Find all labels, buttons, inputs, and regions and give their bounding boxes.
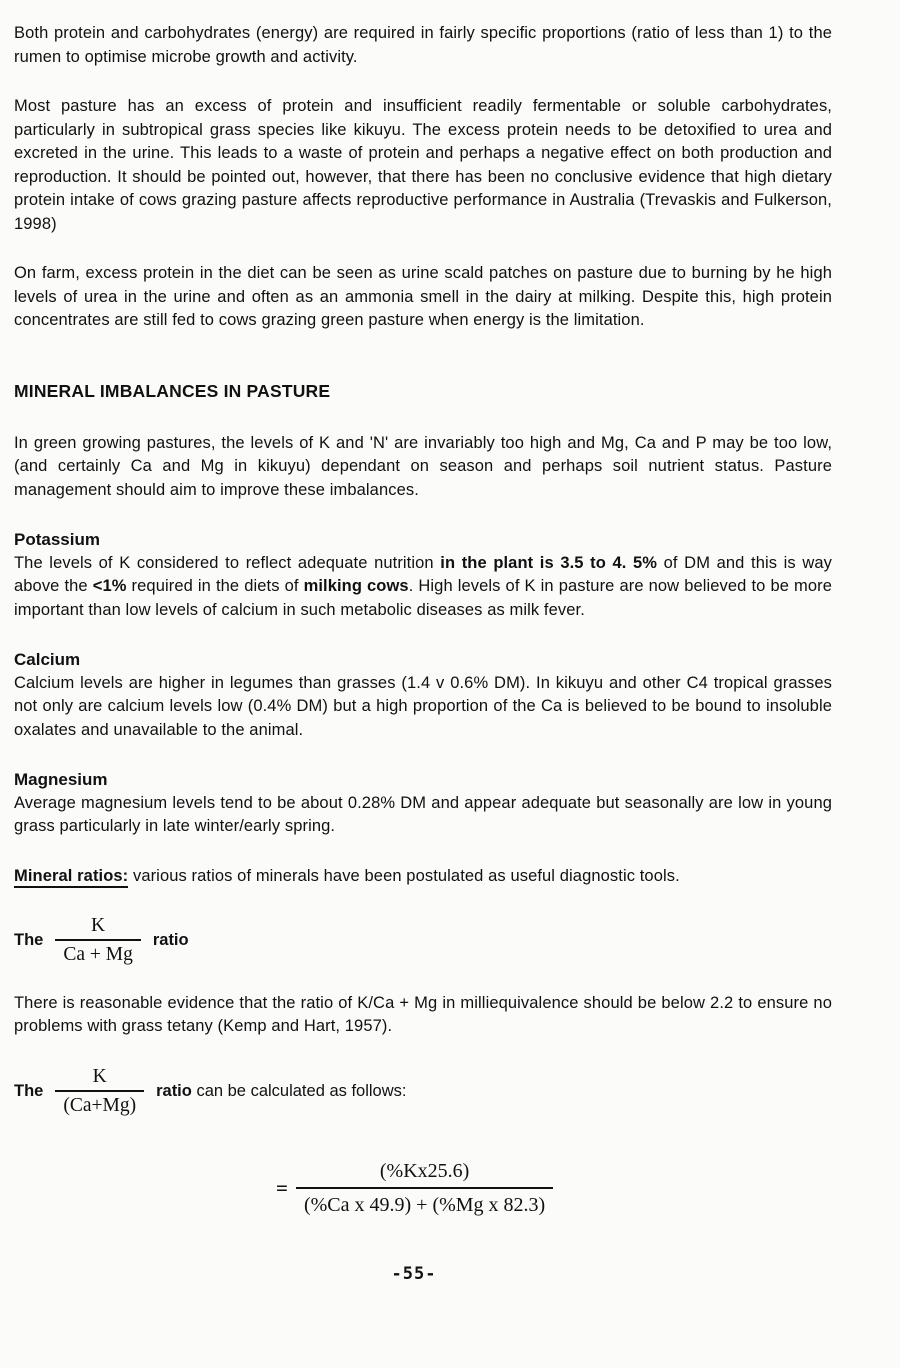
ratio1-numerator: K [91,915,106,936]
heading-mineral-imbalances: MINERAL IMBALANCES IN PASTURE [14,380,331,401]
paragraph-excess-protein: Most pasture has an excess of protein and insufficient readily fermentable or soluble carbohydrates, particularly in subtropical grass species like kikuyu. The excess protein needs to be detoxified to urea and excreted in the urine. This leads to a waste of protein and perhaps a negative effect on both production and reproduction. It should be pointed out, however, that there has been no conclusive evidence that high dietary protein intake of cows grazing pasture affects reproductive performance in Australia (Trevaskis and Fulkerson, 1998) [14,97,832,233]
paragraph-potassium [14,552,832,623]
equation-fraction [296,1159,553,1218]
ratio2-numerator: K [92,1065,107,1087]
potassium-bold-3: milking cows [303,577,409,595]
paragraph-calcium: Calcium levels are higher in legumes than grasses (1.4 v 0.6% DM). In kikuyu and other C4 tropical grasses not only are calcium levels low (0.4% DM) but a high proportion of the Ca is believed to be bound to insoluble oxalates and unavailable to the animal. [14,673,832,739]
potassium-text-2: of DM and this is way above the [14,553,832,595]
potassium-text-1: The levels of K considered to reflect adequate nutrition [14,553,441,572]
ratio2-suffix-line [156,1082,406,1101]
page-number: -55- [391,1263,437,1284]
k-over-ca-mg-ratio-calculation [14,1065,832,1119]
paragraph-protein-carbs: Both protein and carbohydrates (energy) are required in fairly specific proportions (ratio of less than 1) to the rumen to optimise microbe growth and activity. [14,24,832,66]
ratio2-denominator: (Ca+Mg) [55,1090,144,1118]
potassium-text-3: required in the diets of [126,577,304,595]
potassium-bold-2: <1% [92,577,127,595]
heading-calcium: Calcium [14,650,81,669]
potassium-bold-1: in the plant is 3.5 to 4. 5% [440,553,658,572]
mineral-ratios-label: Mineral ratios: [14,867,128,888]
ratio1-fraction [55,914,141,968]
heading-potassium: Potassium [14,530,100,549]
k-over-ca-mg-ratio [14,914,832,968]
equals-sign: = [276,1175,288,1200]
ratio2-fraction [55,1065,144,1119]
ratio1-suffix: ratio [152,931,189,950]
heading-magnesium: Magnesium [14,770,108,789]
ratio1-denominator: Ca + Mg [55,939,141,967]
mineral-ratios-text: various ratios of minerals have been postulated as useful diagnostic tools. [128,866,680,885]
paragraph-urine-scald: On farm, excess protein in the diet can be seen as urine scald patches on pasture due to burning by he high levels of urea in the urine and often as an ammonia smell in the dairy at milking. Despite this, high protein concentrates are still fed to cows grazing green pasture when energy is the limitation. [14,264,832,329]
paragraph-grass-tetany: There is reasonable evidence that the ratio of K/Ca + Mg in milliequivalence should be below 2.2 to ensure no problems with grass tetany (Kemp and Hart, 1957). [14,993,832,1036]
ratio2-rest: can be calculated as follows: [191,1082,407,1101]
equation-numerator: (%Kx25.6) [379,1159,470,1182]
k-ratio-equation [276,1159,832,1218]
paragraph-mineral-ratios [14,865,832,889]
equation-denominator: (%Ca x 49.9) + (%Mg x 82.3) [296,1187,553,1218]
ratio2-suffix: ratio [156,1082,192,1101]
ratio1-prefix: The [14,931,44,950]
paragraph-minerals-intro: In green growing pastures, the levels of K and 'N' are invariably too high and Mg, Ca and P may be too low, (and certainly Ca and Mg in kikuyu) dependant on season and perhaps soil nutrient status. Pasture management should aim to improve these imbalances. [14,433,832,499]
paragraph-magnesium: Average magnesium levels tend to be about 0.28% DM and appear adequate but seasonally are low in young grass particularly in late winter/early spring. [14,793,832,835]
potassium-text-4: . High levels of K in pasture are now believed to be more important than low levels of calcium in such metabolic diseases as milk fever. [14,577,833,619]
ratio2-prefix: The [14,1082,44,1101]
